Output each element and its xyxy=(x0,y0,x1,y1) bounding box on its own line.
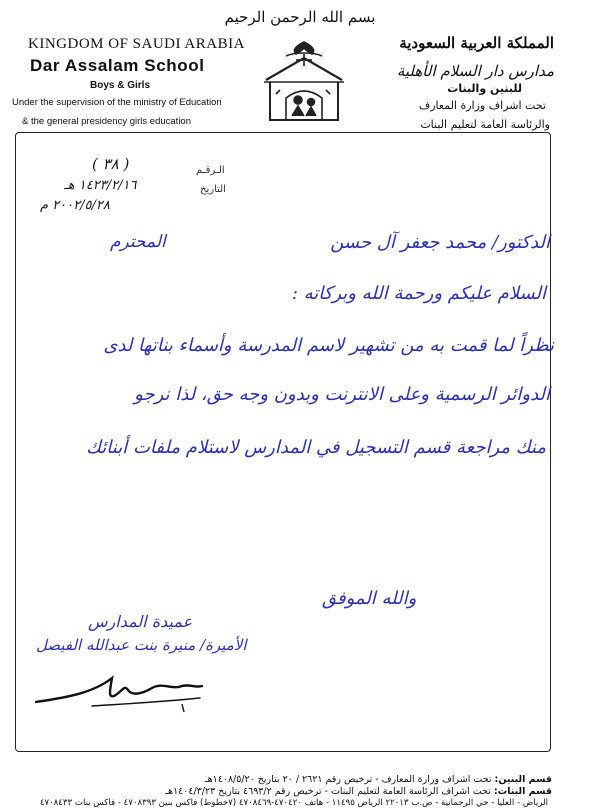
en-supervision-line-1: Under the supervision of the ministry of Education xyxy=(12,97,222,108)
footer-girls-text: تحت اشراف الرئاسة العامة لتعليم البنات - ترخيص رقم ٤٦٩٣/٢ بتاريخ ١٤٠٤/٣/٢٣هـ xyxy=(165,786,491,797)
ar-kingdom-title: المملكة العربية السعودية xyxy=(399,34,554,52)
footer-boys-label: قسم البنين: xyxy=(494,774,552,785)
en-kingdom-title: KINGDOM OF SAUDI ARABIA xyxy=(28,36,245,52)
footer-girls-label: قسم البنات: xyxy=(493,786,552,797)
recipient-name: الدكتور/ محمد جعفر آل حسن xyxy=(330,232,550,253)
footer-boys-section xyxy=(205,774,552,785)
footer-address: الرياض - العليا - حي الرحمانية - ص.ب ٢٢٠١٣ الرياض ١١٤٩٥ - هاتف ٤٧٠٤٢٠-٤٧٠٨٤٦٩ (٧خطوط) فاكس بنين ٤٧٠٨٣٩٣ - فاكس بنات ٤٧٠٨٤٣٣ xyxy=(39,798,548,808)
en-boys-girls: Boys & Girls xyxy=(89,80,151,91)
ar-supervision-line-2: والرئاسة العامة لتعليم البنات xyxy=(420,118,550,131)
en-supervision-line-2: & the general presidency girls education xyxy=(22,116,191,127)
signatory-title: عميدة المدارس xyxy=(88,612,193,631)
date-label: التاريخ xyxy=(200,184,226,195)
body-line-1: نظراً لما قمت به من تشهير لاسم المدرسة وأسماء بناتها لدى xyxy=(103,335,554,356)
date-hijri: ١٤٢٣/٢/١٦ هـ xyxy=(64,178,137,193)
number-label: الـرقـم xyxy=(196,165,225,176)
ar-boys-girls: للبنين والبنات xyxy=(447,82,522,95)
ar-supervision-line-1: تحت اشراف وزارة المعارف xyxy=(418,99,546,112)
number-value: ( ٣٨ ) xyxy=(92,155,130,173)
honorific: المحترم xyxy=(110,232,166,252)
footer-boys-text: تحت اشراف وزارة المعارف - ترخيص رقم ٢٦٢١ / ٢٠ بتاريخ ١٤٠٨/٥/٢٠هـ xyxy=(204,774,492,785)
date-gregorian: ٢٠٠٢/٥/٢٨ م xyxy=(40,198,110,213)
footer-girls-section xyxy=(165,786,552,797)
closing-phrase: والله الموفق xyxy=(322,588,417,609)
ar-school-name: مدارس دار السلام الأهلية xyxy=(396,62,554,80)
body-line-2: الدوائر الرسمية وعلى الانترنت وبدون وجه حق، لذا نرجو xyxy=(134,384,550,405)
signatory-name: الأميرة/ منيرة بنت عبدالله الفيصل xyxy=(36,636,247,654)
body-line-3: منك مراجعة قسم التسجيل في المدارس لاستلام ملفات أبنائك xyxy=(86,437,546,458)
greeting: السلام عليكم ورحمة الله وبركاته : xyxy=(291,283,546,304)
handwritten-signature-icon xyxy=(32,668,212,716)
en-school-name: Dar Assalam School xyxy=(30,56,205,75)
bismillah-heading: بسم الله الرحمن الرحيم xyxy=(224,8,376,26)
school-emblem-logo-icon xyxy=(256,40,352,126)
